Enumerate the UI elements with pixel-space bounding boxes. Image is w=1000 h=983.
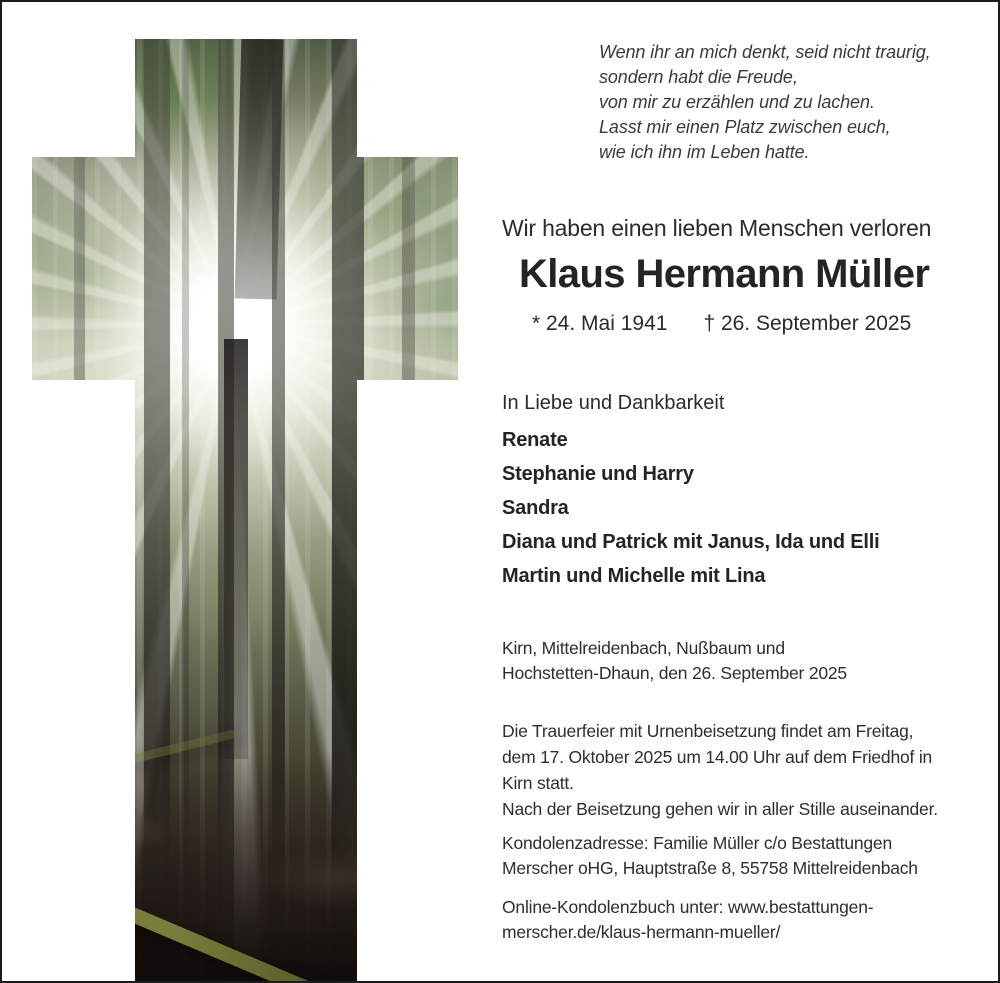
- text-line: Merscher oHG, Hauptstraße 8, 55758 Mittelreidenbach: [502, 858, 918, 878]
- deceased-name: Klaus Hermann Müller: [519, 252, 930, 296]
- condolence-address: [502, 831, 918, 881]
- places-and-date: [502, 636, 847, 686]
- intro-line: Wir haben einen lieben Menschen verloren: [502, 215, 932, 241]
- tree-trunk: [74, 39, 85, 981]
- poem-line: Lasst mir einen Platz zwischen euch,: [599, 117, 891, 137]
- forest-floor: [32, 751, 458, 981]
- family-members: [502, 423, 879, 593]
- family-member: Sandra: [502, 497, 569, 519]
- poem-line: Wenn ihr an mich denkt, seid nicht traurig,: [599, 42, 931, 62]
- family-member: Renate: [502, 429, 568, 451]
- text-line: Kirn statt.: [502, 773, 574, 793]
- text-line: Kirn, Mittelreidenbach, Nußbaum und: [502, 638, 785, 658]
- memorial-cross-photo: [32, 39, 458, 981]
- text-line: Kondolenzadresse: Familie Müller c/o Bestattungen: [502, 833, 892, 853]
- text-line: Online-Kondolenzbuch unter: www.bestattungen-: [502, 897, 874, 917]
- text-line: Nach der Beisetzung gehen wir in aller Stille auseinander.: [502, 799, 938, 819]
- poem-line: sondern habt die Freude,: [599, 67, 798, 87]
- family-member: Martin und Michelle mit Lina: [502, 565, 766, 587]
- memorial-poem: [599, 40, 931, 165]
- poem-line: wie ich ihn im Leben hatte.: [599, 142, 810, 162]
- text-line: Hochstetten-Dhaun, den 26. September 2025: [502, 663, 847, 683]
- tree-trunk-silhouette: [224, 339, 248, 759]
- death-date: † 26. September 2025: [703, 312, 912, 335]
- funeral-details: [502, 718, 938, 822]
- family-member: Diana und Patrick mit Janus, Ida und Elli: [502, 531, 880, 553]
- family-member: Stephanie und Harry: [502, 463, 694, 485]
- tree-trunk: [402, 39, 415, 981]
- life-dates: [532, 312, 911, 336]
- tree-trunk: [235, 38, 284, 299]
- birth-date: * 24. Mai 1941: [532, 312, 668, 335]
- poem-line: von mir zu erzählen und zu lachen.: [599, 92, 875, 112]
- text-line: dem 17. Oktober 2025 um 14.00 Uhr auf dem Friedhof in: [502, 747, 933, 767]
- text-line: Die Trauerfeier mit Urnenbeisetzung findet am Freitag,: [502, 721, 914, 741]
- online-condolence-book: [502, 895, 873, 945]
- text-line: merscher.de/klaus-hermann-mueller/: [502, 922, 781, 942]
- farewell-heading: In Liebe und Dankbarkeit: [502, 392, 725, 414]
